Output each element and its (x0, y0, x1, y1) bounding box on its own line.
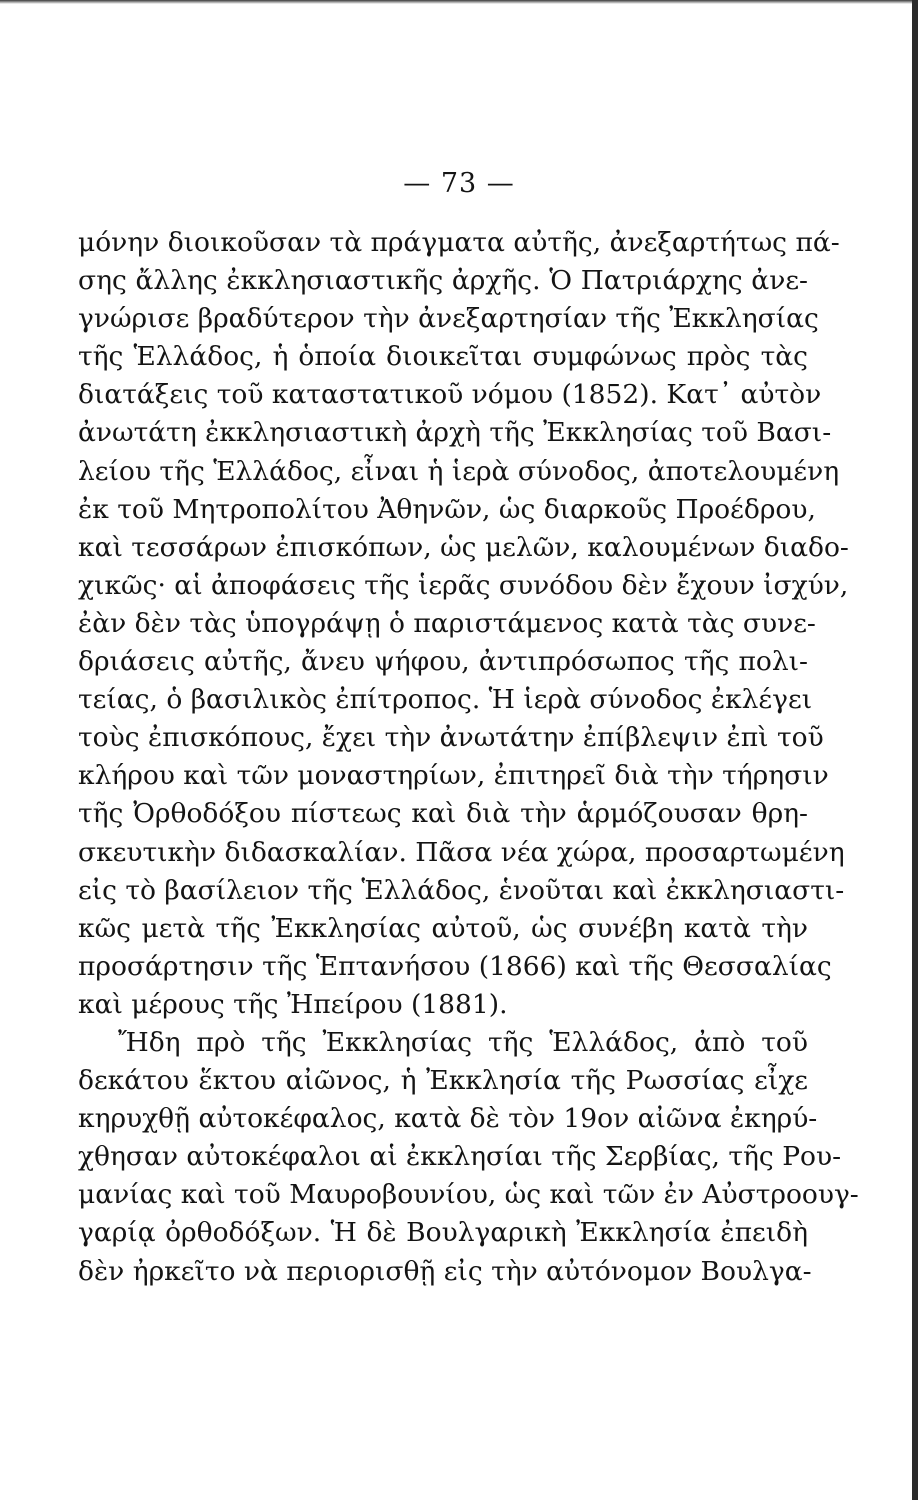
text-line: ἀνωτάτη ἐκκλησιαστικὴ ἀρχὴ τῆς Ἐκκλησίας τοῦ Βασι- (78, 417, 832, 449)
text-line: τείας, ὁ βασιλικὸς ἐπίτροπος. Ἡ ἱερὰ σύνοδος ἐκλέγει (78, 684, 813, 716)
text-line: κλήρου καὶ τῶν μοναστηρίων, ἐπιτηρεῖ διὰ τὴν τήρησιν (78, 760, 829, 792)
body-text (78, 224, 859, 1291)
text-line: καὶ μέρους τῆς Ἠπείρου (1881). (78, 988, 508, 1020)
text-line: μόνην διοικοῦσαν τὰ πράγματα αὐτῆς, ἀνεξαρτήτως πά- (78, 227, 840, 258)
text-line: χθησαν αὐτοκέφαλοι αἱ ἐκκλησίαι τῆς Σερβίας, τῆς Ρου- (78, 1141, 842, 1173)
text-line: δεκάτου ἕκτου αἰῶνος, ἡ Ἐκκλησία τῆς Ρωσσίας εἶχε (78, 1065, 808, 1097)
text-line: τοὺς ἐπισκόπους, ἔχει τὴν ἀνωτάτην ἐπίβλεψιν ἐπὶ τοῦ (78, 722, 824, 754)
text-line: δὲν ἠρκεῖτο νὰ περιορισθῇ εἰς τὴν αὐτόνομον Βουλγα- (78, 1255, 812, 1287)
text-line: κηρυχθῇ αὐτοκέφαλος, κατὰ δὲ τὸν 19ον αἰῶνα ἐκηρύ- (78, 1103, 818, 1135)
text-line: τῆς Ἑλλάδος, ἡ ὁποία διοικεῖται συμφώνως πρὸς τὰς (78, 341, 808, 373)
page-number: — 73 — (403, 168, 515, 199)
text-line: ἐὰν δὲν τὰς ὑπογράψῃ ὁ παριστάμενος κατὰ τὰς συνε- (78, 607, 816, 639)
scan-edge-top (0, 0, 918, 4)
text-line: εἰς τὸ βασίλειον τῆς Ἑλλάδος, ἑνοῦται καὶ ἐκκλησιαστι- (78, 874, 845, 906)
text-line: διατάξεις τοῦ καταστατικοῦ νόμου (1852). Κατ᾽ αὐτὸν (78, 379, 822, 411)
scan-edge-right (912, 0, 918, 1500)
text-line: κῶς μετὰ τῆς Ἐκκλησίας αὐτοῦ, ὡς συνέβη κατὰ τὴν (78, 912, 808, 944)
text-line: σης ἄλλης ἐκκλησιαστικῆς ἀρχῆς. Ὁ Πατριάρχης ἀνε- (78, 265, 808, 297)
text-line: γνώρισε βραδύτερον τὴν ἀνεξαρτησίαν τῆς Ἐκκλησίας (78, 303, 819, 335)
text-line: λείου τῆς Ἑλλάδος, εἶναι ἡ ἱερὰ σύνοδος, ἀποτελουμένη (78, 455, 840, 487)
text-line: σκευτικὴν διδασκαλίαν. Πᾶσα νέα χώρα, προσαρτωμένη (78, 836, 845, 868)
text-line: δριάσεις αὐτῆς, ἄνευ ψήφου, ἀντιπρόσωπος τῆς πολι- (78, 646, 808, 678)
paragraph (78, 1024, 859, 1291)
text-line: Ἤδη πρὸ τῆς Ἐκκλησίας τῆς Ἑλλάδος, ἀπὸ τοῦ (118, 1026, 808, 1058)
text-line: καὶ τεσσάρων ἐπισκόπων, ὡς μελῶν, καλουμένων διαδο- (78, 531, 849, 563)
text-line: ἐκ τοῦ Μητροπολίτου Ἀθηνῶν, ὡς διαρκοῦς Προέδρου, (78, 493, 816, 525)
text-line: χικῶς· αἱ ἀποφάσεις τῆς ἱερᾶς συνόδου δὲν ἔχουν ἰσχύν, (78, 569, 849, 601)
text-line: προσάρτησιν τῆς Ἑπτανήσου (1866) καὶ τῆς Θεσσαλίας (78, 950, 832, 982)
paragraph (78, 224, 849, 1024)
text-line: μανίας καὶ τοῦ Μαυροβουνίου, ὡς καὶ τῶν ἐν Αὐστροουγ- (78, 1179, 859, 1211)
text-line: τῆς Ὀρθοδόξου πίστεως καὶ διὰ τὴν ἁρμόζουσαν θρη- (78, 798, 808, 830)
text-line: γαρίᾳ ὀρθοδόξων. Ἡ δὲ Βουλγαρικὴ Ἐκκλησία ἐπειδὴ (78, 1217, 808, 1249)
